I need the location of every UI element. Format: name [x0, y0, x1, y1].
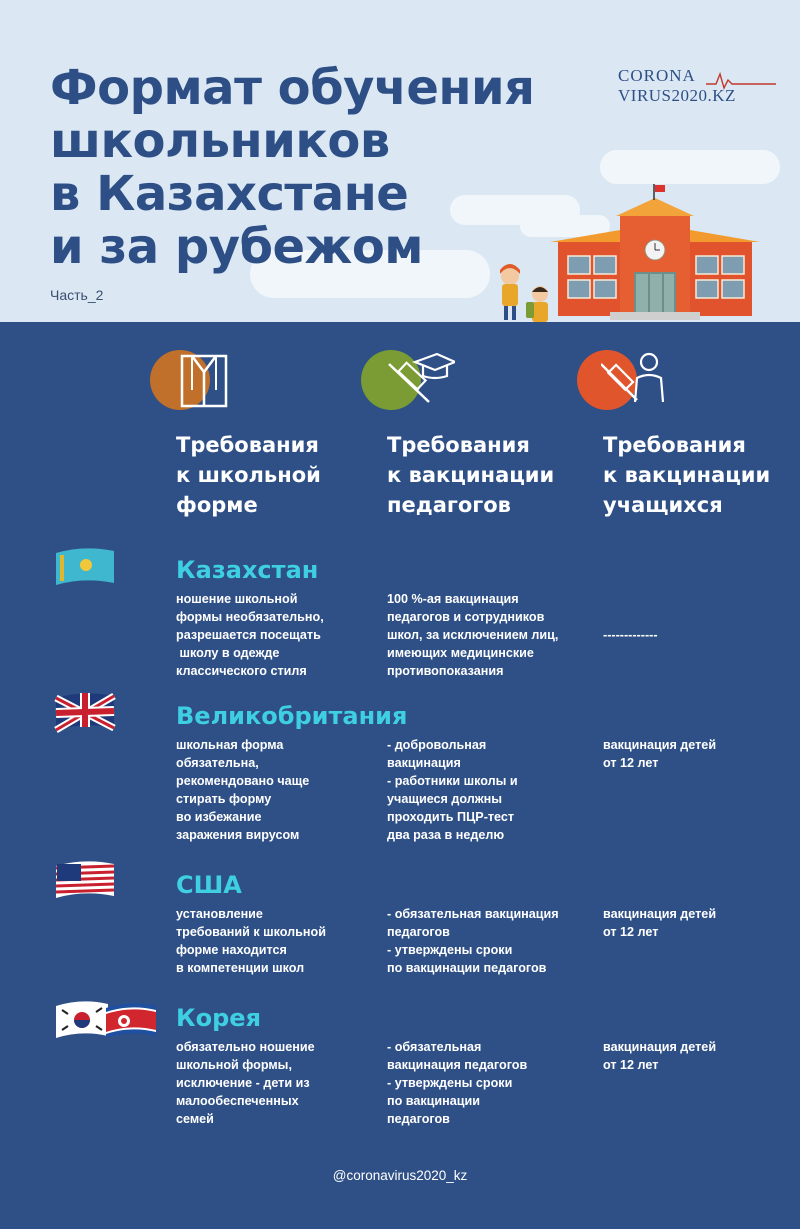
title-line: школьников: [50, 113, 390, 169]
column-header-students: [603, 430, 770, 520]
header-section: [0, 0, 800, 322]
uk-flag-icon: [54, 690, 116, 736]
text-line: требований к школьной: [176, 925, 326, 939]
text-line: семей: [176, 1112, 214, 1126]
text-line: школьной формы,: [176, 1058, 292, 1072]
text-line: проходить ПЦР-тест: [387, 810, 515, 824]
text-line: педагогов: [387, 925, 450, 939]
country-students-text: [603, 1038, 716, 1074]
text-line: разрешается посещать: [176, 628, 321, 642]
page-subtitle: Часть_2: [50, 287, 104, 303]
country-students-text: [603, 736, 716, 772]
text-line: заражения вирусом: [176, 828, 300, 842]
syringe-graduation-cap-icon: [385, 350, 455, 412]
text-line: формы необязательно,: [176, 610, 324, 624]
country-teachers-text: [387, 905, 559, 977]
column-header-line: педагогов: [387, 493, 511, 517]
text-line: исключение - дети из: [176, 1076, 310, 1090]
text-line: - обязательная вакцинация: [387, 907, 559, 921]
text-line: -------------: [603, 628, 658, 642]
text-line: вакцинация детей: [603, 907, 717, 921]
column-header-line: Требования: [176, 433, 319, 457]
text-line: форме находится: [176, 943, 287, 957]
country-students-text: [603, 626, 658, 644]
social-handle: @coronavirus2020_kz: [332, 1168, 468, 1183]
school-building-icon: [550, 184, 760, 322]
column-header-line: учащихся: [603, 493, 723, 517]
text-line: обязательно ношение: [176, 1040, 315, 1054]
text-line: в компетенции школ: [176, 961, 305, 975]
text-line: малообеспеченных: [176, 1094, 299, 1108]
text-line: два раза в неделю: [387, 828, 505, 842]
text-line: обязательна,: [176, 756, 259, 770]
country-name: Корея: [176, 1004, 261, 1032]
coronavirus-logo: [618, 66, 778, 106]
country-uniform-text: [176, 905, 326, 977]
country-name: Казахстан: [176, 556, 319, 584]
column-header-line: форме: [176, 493, 258, 517]
text-line: 100 %-ая вакцинация: [387, 592, 519, 606]
title-line: в Казахстане: [50, 166, 409, 222]
column-header-line: Требования: [603, 433, 746, 457]
text-line: вакцинация: [387, 756, 461, 770]
text-line: ношение школьной: [176, 592, 298, 606]
text-line: - работники школы и: [387, 774, 518, 788]
cloud: [600, 150, 780, 184]
text-line: учащиеся должны: [387, 792, 503, 806]
text-line: рекомендовано чаще: [176, 774, 310, 788]
country-teachers-text: [387, 1038, 527, 1128]
text-line: педагогов: [387, 1112, 450, 1126]
title-line: Формат обучения: [50, 60, 535, 116]
country-uniform-text: [176, 736, 309, 844]
text-line: - утверждены сроки: [387, 943, 513, 957]
school-uniform-icon: [174, 350, 234, 412]
category-uniform: [150, 350, 240, 422]
text-line: вакцинация детей: [603, 738, 717, 752]
text-line: школьная форма: [176, 738, 284, 752]
text-line: - добровольная: [387, 738, 487, 752]
text-line: стирать форму: [176, 792, 272, 806]
column-header-teachers: [387, 430, 554, 520]
text-line: по вакцинации педагогов: [387, 961, 547, 975]
category-teacher-vaccination: [361, 350, 451, 422]
syringe-student-icon: [601, 350, 671, 412]
column-header-line: Требования: [387, 433, 530, 457]
text-line: вакцинация детей: [603, 1040, 717, 1054]
text-line: противопоказания: [387, 664, 504, 678]
text-line: от 12 лет: [603, 925, 659, 939]
country-uniform-text: [176, 1038, 315, 1128]
text-line: классического стиля: [176, 664, 307, 678]
country-name: США: [176, 871, 242, 899]
usa-flag-icon: [54, 858, 116, 904]
title-line: и за рубежом: [50, 219, 424, 275]
text-line: вакцинация педагогов: [387, 1058, 528, 1072]
country-uniform-text: [176, 590, 324, 680]
text-line: имеющих медицинские: [387, 646, 534, 660]
column-header-line: к вакцинации: [387, 463, 555, 487]
column-header-uniform: [176, 430, 321, 520]
kazakhstan-flag-icon: [54, 545, 116, 591]
category-student-vaccination: [577, 350, 667, 422]
text-line: от 12 лет: [603, 756, 659, 770]
country-teachers-text: [387, 590, 558, 680]
text-line: от 12 лет: [603, 1058, 659, 1072]
column-header-line: к школьной: [176, 463, 321, 487]
text-line: во избежание: [176, 810, 262, 824]
text-line: - утверждены сроки: [387, 1076, 513, 1090]
text-line: школу в одежде: [176, 646, 280, 660]
country-teachers-text: [387, 736, 518, 844]
logo-line1: CORONA: [618, 66, 696, 85]
text-line: по вакцинации: [387, 1094, 481, 1108]
column-header-line: к вакцинации: [603, 463, 771, 487]
text-line: педагогов и сотрудников: [387, 610, 545, 624]
country-name: Великобритания: [176, 702, 408, 730]
text-line: установление: [176, 907, 263, 921]
text-line: - обязательная: [387, 1040, 482, 1054]
logo-line2: VIRUS2020.KZ: [618, 86, 736, 105]
students-illustration-icon: [486, 262, 576, 322]
page-title: [50, 62, 590, 274]
text-line: школ, за исключением лиц,: [387, 628, 559, 642]
country-students-text: [603, 905, 716, 941]
korea-flags-icon: [54, 996, 158, 1044]
